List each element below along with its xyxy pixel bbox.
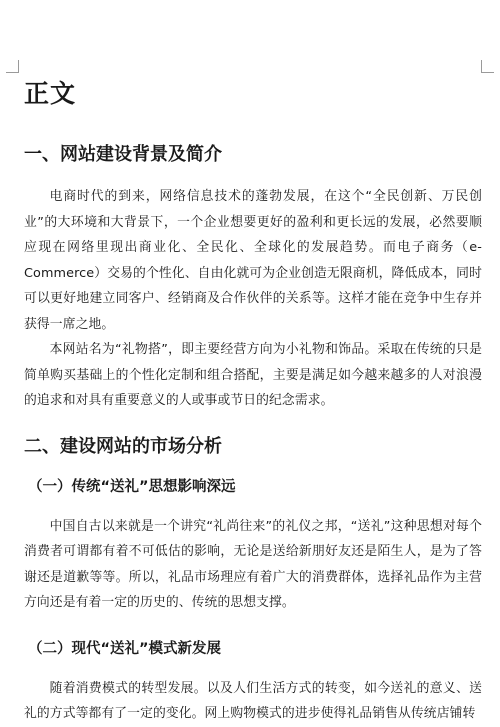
section-1-paragraph-1: 电商时代的到来，网络信息技术的蓬勃发展，在这个“全民创新、万民创业”的大环境和大背景下，一个企业想要更好的盈利和更长远的发展，必然要顺应现在网络里现出商业化、全民化、全球化的发展趋势。而电子商务（e-Commerce）交易的个性化、自由化就可为企业创造无限商机，降低成本，同时可以更好地建立同客户、经销商及合作伙伴的关系等。这样才能在竞争中生存并获得一席之地。 bbox=[24, 189, 482, 332]
page-corner-mark-left bbox=[6, 60, 19, 73]
document-title: 正文 bbox=[24, 79, 77, 108]
subsection-1-heading: （一）传统“送礼”思想影响深远 bbox=[28, 478, 236, 495]
subsection-1-paragraph: 中国自古以来就是一个讲究“礼尚往来”的礼仪之邦，“送礼”这种思想对每个消费者可谓都有着不可低估的影响，无论是送给新朋好友还是陌生人，是为了答谢还是道歉等等。所以，礼品市场理应有着广大的消费群体，选择礼品作为主营方向还是有着一定的历史的、传统的思想支撑。 bbox=[24, 518, 482, 610]
subsection-2-paragraph: 随着消费模式的转型发展。以及人们生活方式的转变，如今送礼的意义、送礼的方式等都有了一定的变化。网上购物模式的进步使得礼品销售从传统店铺转 bbox=[24, 680, 482, 721]
document-page bbox=[24, 74, 482, 727]
section-1-heading: 一、网站建设背景及简介 bbox=[24, 144, 222, 165]
page-corner-mark-right bbox=[481, 60, 494, 73]
subsection-2-heading: （二）现代“送礼”模式新发展 bbox=[28, 640, 222, 657]
section-2-heading: 二、建设网站的市场分析 bbox=[24, 435, 222, 457]
section-1-paragraph-2: 本网站名为“礼物搭”，即主要经营方向为小礼物和饰品。采取在传统的只是简单购买基础上的个性化定制和组合搭配，主要是满足如今越来越多的人对浪漫的追求和对具有重要意义的人或事或节日的纪念需求。 bbox=[24, 342, 482, 408]
